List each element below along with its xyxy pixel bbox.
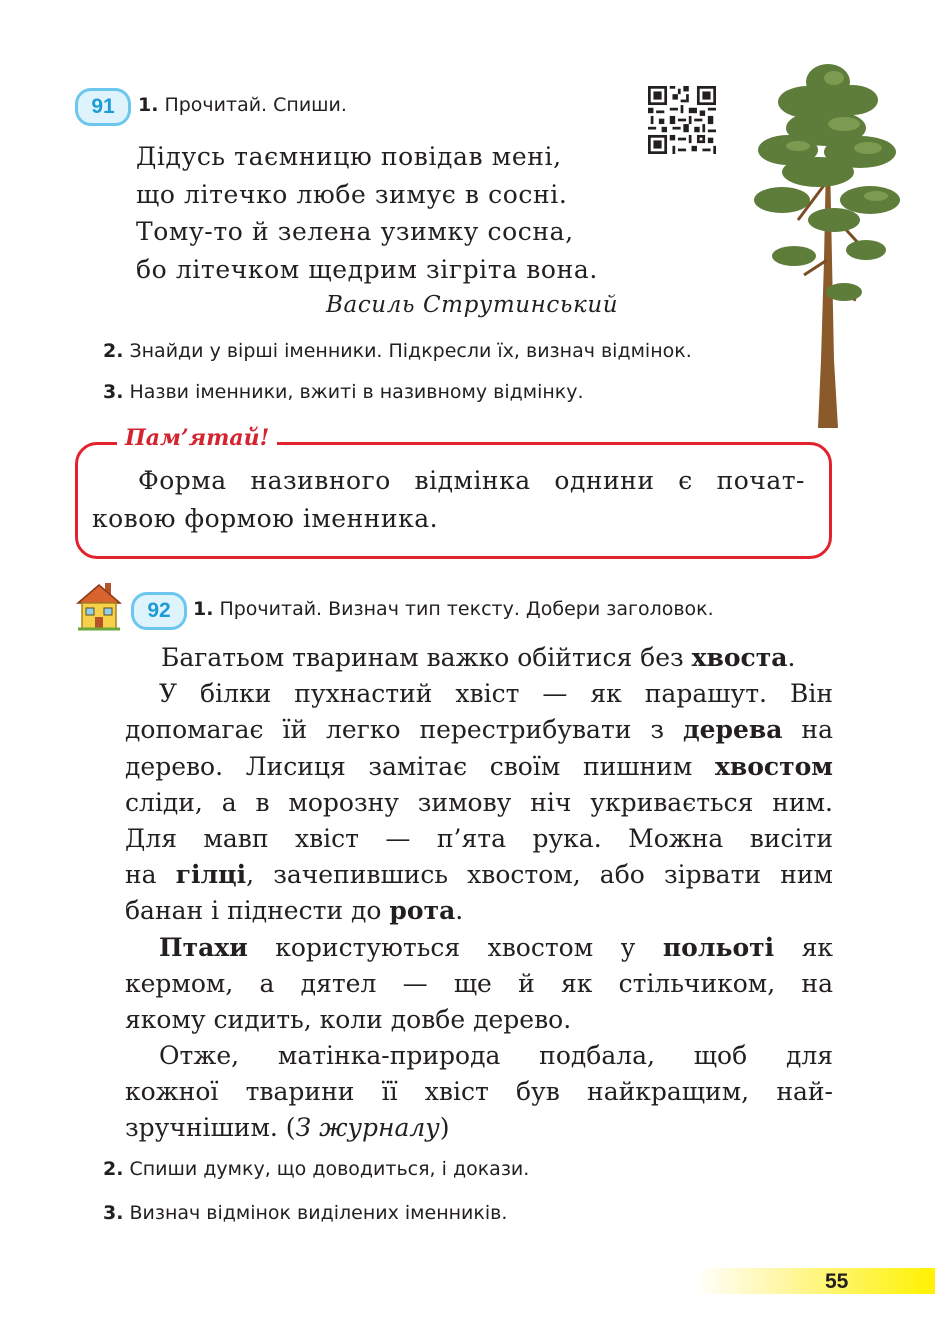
page-number-bar (695, 1268, 935, 1294)
remember-line: ковою формою іменника. (92, 504, 439, 533)
ex91-task-3 (103, 381, 584, 403)
text-line: Отже, матінка-природа подбала, щоб для (159, 1041, 833, 1071)
ex92-task-1 (193, 598, 714, 620)
text-line: банан і піднести до рота. (125, 896, 464, 926)
remember-title: Пам’ятай! (117, 425, 277, 451)
highlighted-noun: гілці (175, 860, 247, 890)
task-text: Спиши думку, що доводиться, і докази. (129, 1158, 530, 1180)
text-line: У білки пухнастий хвіст — як парашут. Він (159, 679, 833, 709)
ex91-task-1 (138, 94, 347, 116)
ex92-text (125, 640, 833, 1147)
text-line: на гілці, зачепившись хвостом, або зірвати ним (125, 860, 833, 890)
remember-line: Форма називного відмінка однини є почат- (138, 466, 805, 495)
task-text: Назви іменники, вжиті в називному відмінку. (129, 381, 584, 403)
qr-code-icon[interactable] (648, 86, 716, 154)
poem (136, 138, 598, 288)
task-text: Знайди у вірші іменники. Підкресли їх, визнач відмінок. (129, 340, 692, 362)
page-number: 55 (825, 1270, 849, 1293)
task-number: 3. (103, 381, 124, 403)
ex92-task-3 (103, 1202, 507, 1224)
task-number: 1. (193, 598, 214, 620)
text-line: кожної тварини її хвіст був найкращим, най- (125, 1077, 833, 1107)
house-icon (76, 579, 122, 631)
text-line: зручнішим. (З журналу) (125, 1113, 450, 1143)
poem-author: Василь Струтинський (326, 292, 619, 318)
text-line: дерево. Лисиця замітає своїм пишним хвостом (125, 751, 833, 781)
poem-line: що літечко любе зимує в сосні. (136, 179, 568, 209)
text-line: якому сидить, коли довбе дерево. (125, 1004, 572, 1034)
highlighted-noun: хвостом (714, 751, 833, 781)
task-text: Прочитай. Визнач тип тексту. Добери заголовок. (219, 598, 714, 620)
exercise-number-badge: 91 (75, 88, 131, 126)
highlighted-noun: дерева (682, 715, 783, 745)
task-text: Визнач відмінок виділених іменників. (129, 1202, 508, 1224)
ex92-task-2 (103, 1158, 529, 1180)
source-italic: З журналу (295, 1113, 440, 1143)
text-line: сліди, а в морозну зимову ніч укривається ним. (125, 787, 833, 817)
poem-line: бо літечком щедрим зігріта вона. (136, 254, 598, 284)
pine-tree-image (748, 60, 908, 440)
highlighted-noun: рота (389, 896, 456, 926)
highlighted-noun: Птахи (159, 932, 248, 962)
text-line: кермом, а дятел — ще й як стільчиком, на (125, 968, 833, 998)
text-line: Для мавп хвіст — п’ята рука. Можна висіти (125, 823, 833, 853)
task-number: 2. (103, 1158, 124, 1180)
highlighted-noun: хвоста (691, 643, 788, 672)
task-number: 2. (103, 340, 124, 362)
ex91-task-2 (103, 340, 692, 362)
poem-line: Тому-то й зелена узимку сосна, (136, 217, 574, 246)
remember-text (92, 462, 805, 538)
text-line: допомагає їй легко перестрибувати з дерева на (125, 715, 833, 745)
task-number: 1. (138, 94, 159, 116)
task-text: Прочитай. Спиши. (164, 94, 347, 116)
exercise-number-badge: 92 (131, 592, 187, 630)
poem-line: Дідусь таємницю повідав мені, (136, 142, 562, 171)
task-number: 3. (103, 1202, 124, 1224)
text-line: Птахи користуються хвостом у польоті як (159, 932, 834, 962)
highlighted-noun: польоті (662, 932, 775, 962)
text-line: Багатьом тваринам важко обійтися без хвоста. (161, 643, 796, 672)
